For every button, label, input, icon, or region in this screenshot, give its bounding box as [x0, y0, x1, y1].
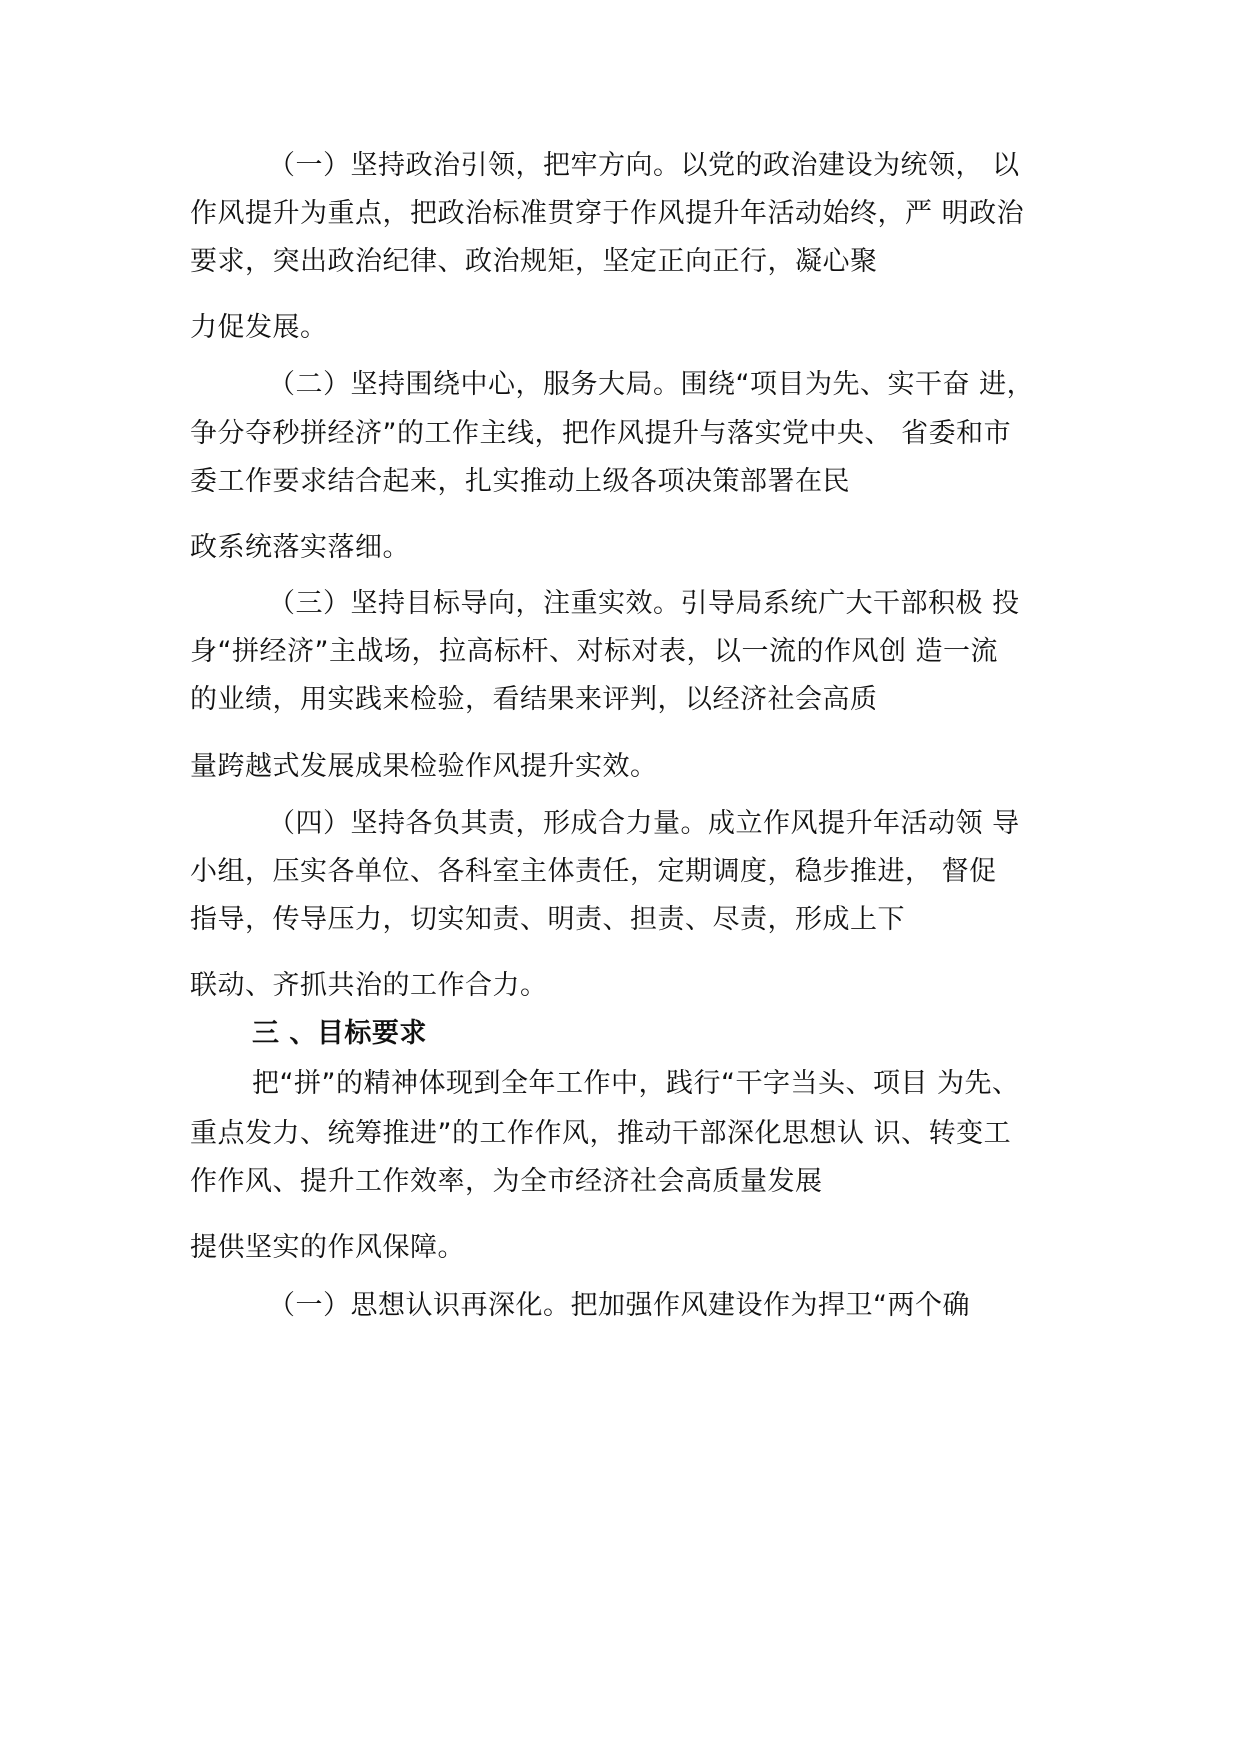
paragraph-1-line-2: 作风提升为重点，把政治标准贯穿于作风提升年活动始终，严 明政治: [190, 198, 1025, 229]
paragraph-4-line-1: （四）坚持各负其责，形成合力量。成立作风提升年活动领 导: [268, 808, 1020, 839]
paragraph-2-line-3: 委工作要求结合起来，扎实推动上级各项决策部署在民: [190, 466, 850, 497]
paragraph-5-line-1: 把“拼”的精神体现到全年工作中，践行“干字当头、项目 为先、: [252, 1068, 1020, 1099]
section-heading: 三 、目标要求: [252, 1018, 427, 1049]
paragraph-3-line-2: 身“拼经济”主战场，拉高标杆、对标对表，以一流的作风创 造一流: [190, 636, 999, 667]
paragraph-4-line-4: 联动、齐抓共治的工作合力。: [190, 970, 548, 1001]
paragraph-1-line-4: 力促发展。: [190, 312, 328, 343]
paragraph-5-line-4: 提供坚实的作风保障。: [190, 1232, 465, 1263]
paragraph-2-line-4: 政系统落实落细。: [190, 532, 410, 563]
paragraph-3-line-3: 的业绩，用实践来检验，看结果来评判，以经济社会高质: [190, 684, 878, 715]
paragraph-4-line-2: 小组，压实各单位、各科室主体责任，定期调度，稳步推进， 督促: [190, 856, 997, 887]
paragraph-1-line-3: 要求，突出政治纪律、政治规矩，坚定正向正行，凝心聚: [190, 246, 878, 277]
paragraph-5-line-2: 重点发力、统筹推进”的工作作风，推动干部深化思想认 识、转变工: [190, 1118, 1012, 1149]
paragraph-3-line-1: （三）坚持目标导向，注重实效。引导局系统广大干部积极 投: [268, 588, 1020, 619]
paragraph-6-line-1: （一）思想认识再深化。把加强作风建设作为捍卫“两个确: [268, 1290, 970, 1321]
paragraph-4-line-3: 指导，传导压力，切实知责、明责、担责、尽责，形成上下: [190, 904, 905, 935]
paragraph-2-line-2: 争分夺秒拼经济”的工作主线，把作风提升与落实党中央、 省委和市: [190, 418, 1012, 449]
paragraph-1-line-1: （一）坚持政治引领，把牢方向。以党的政治建设为统领， 以: [268, 150, 1020, 181]
paragraph-3-line-4: 量跨越式发展成果检验作风提升实效。: [190, 751, 658, 782]
paragraph-2-line-1: （二）坚持围绕中心，服务大局。围绕“项目为先、实干奋 进，: [268, 369, 1035, 400]
paragraph-5-line-3: 作作风、提升工作效率，为全市经济社会高质量发展: [190, 1166, 823, 1197]
